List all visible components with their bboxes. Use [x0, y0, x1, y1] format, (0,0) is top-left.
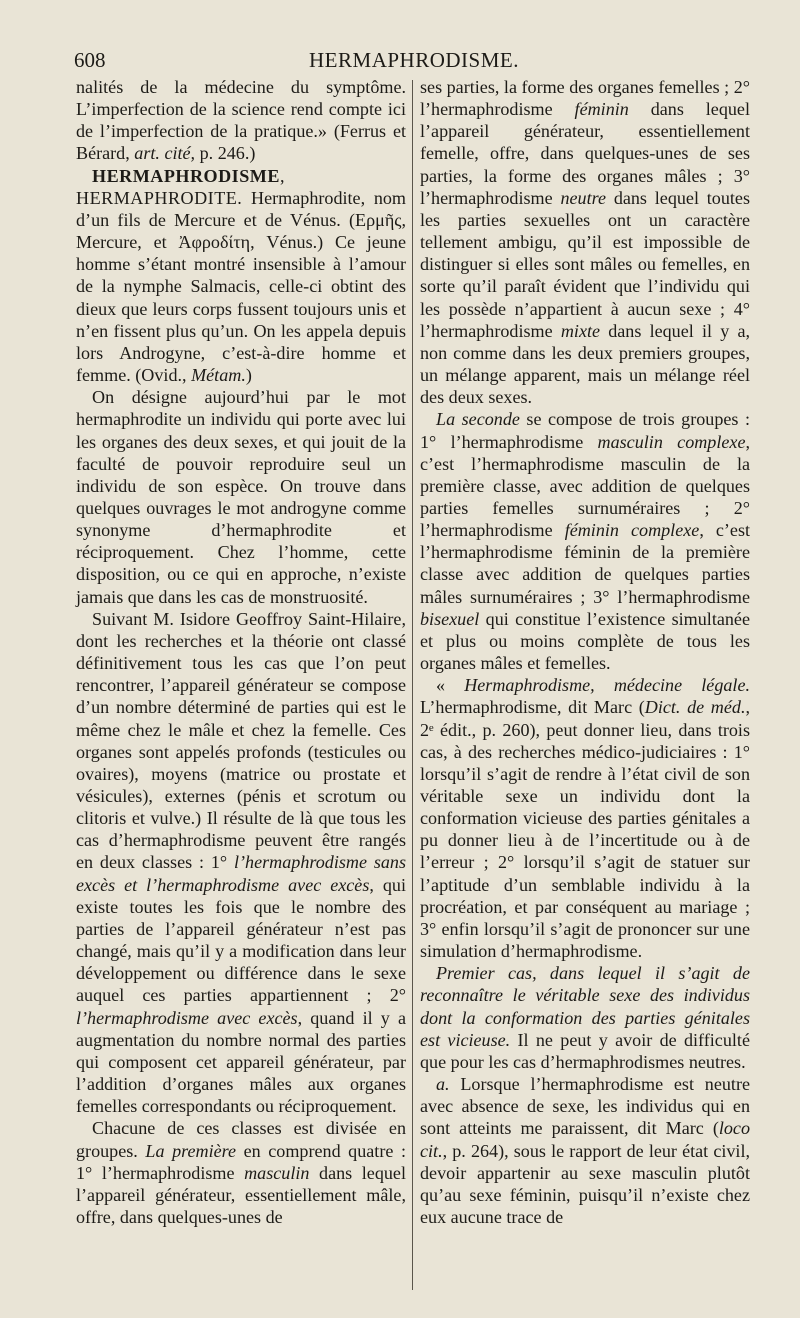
- paragraph: [76, 608, 406, 1118]
- italic-text: mixte: [560, 320, 601, 341]
- text: en comprend quatre : 1° l’hermaphrodisme: [76, 1140, 406, 1183]
- italic-text: art. cité,: [134, 143, 196, 164]
- entry-headword: HERMAPHRODISME: [92, 165, 280, 186]
- left-column: [76, 76, 406, 1228]
- text: dans lequel toutes les parties sexuelles ont un caractère tellement ambigu, qu’il est impossible de distinguer si elles sont mâles ou femelles, en sorte qu’il paraît évident que l’individu qui les possède n’appartient à aucun sexe ; 4° l’hermaphrodisme: [420, 187, 751, 341]
- text: dans lequel l’appareil générateur, essentiellement femelle, offre, dans quelques-unes de ses parties, la forme des organes mâles ; 3° l’hermaphrodisme: [420, 99, 750, 208]
- italic-text: a.: [436, 1074, 450, 1095]
- text: Il ne peut y avoir de difficulté que pour les cas d’hermaphrodismes neutres.: [420, 1029, 750, 1072]
- paragraph: On désigne aujourd’hui par le mot hermaphrodite un individu qui porte avec lui les organes des deux sexes, et qui jouit de la faculté de pouvoir reproduire seul un individu de son espèce. On trouve dans quelques ouvrages le mot androgyne comme synonyme d’hermaphrodite et réciproquement. Chez l’homme, cette disposition, ou ce qui en approche, n’existe jamais que dans les cas de monstruosité.: [76, 387, 406, 607]
- text: dans lequel il y a, non comme dans les deux premiers groupes, un mélange apparent, mais un mélange réel des deux sexes.: [420, 320, 750, 408]
- text: qui constitue l’existence simultanée et plus ou moins complète de tous les organes mâles et femelles.: [420, 608, 750, 674]
- column-divider: [412, 80, 413, 1290]
- text: , qui existe toutes les fois que le nombre des parties de l’appareil générateur n’est pas changé, mais qu’il y a modification dans leur développement ou différence dans le sexe auquel ces parties appartiennent ; 2°: [76, 874, 406, 1006]
- italic-text: masculin: [244, 1162, 310, 1183]
- page-number: 608: [74, 48, 106, 72]
- right-column: [420, 76, 750, 1228]
- paragraph: [420, 674, 750, 962]
- paragraph: [420, 962, 750, 1073]
- text: p. 246.): [195, 143, 256, 164]
- running-header: [74, 44, 754, 74]
- text: Chacune de ces classes est divisée en groupes.: [76, 1118, 406, 1161]
- paragraph: [420, 408, 750, 674]
- paragraph: [420, 76, 750, 408]
- text: se compose de trois groupes : 1° l’hermaphrodisme: [420, 409, 750, 452]
- text: ,: [279, 165, 285, 186]
- italic-text: Dict. de méd.: [644, 697, 746, 718]
- italic-text: féminin: [574, 99, 629, 120]
- text: , c’est l’hermaphrodisme féminin de la première classe avec addition de quelques parties mâles surnuméraires ; 3° l’hermaphrodisme: [420, 520, 751, 607]
- italic-text: l’hermaphrodisme avec excès: [76, 1007, 298, 1028]
- paragraph: [76, 76, 406, 165]
- text: ): [245, 365, 252, 386]
- italic-text: bisexuel: [420, 608, 480, 629]
- italic-text: l’hermaphrodisme sans excès et l’hermaphrodisme avec excès: [76, 852, 407, 895]
- text: Lorsque l’hermaphrodisme est neutre avec absence de sexe, les individus qui en sont atteints me paraissent, dit Marc (: [420, 1074, 750, 1139]
- italic-text: La première: [145, 1140, 237, 1161]
- text: Suivant M. Isidore Geoffroy Saint-Hilaire, dont les recherches et la théorie ont classé définitivement tous les cas que l’on peut rencontrer, l’appareil générateur se compose d’un nombre déterminé de parties qui est le même chez le mâle et chez la femelle. Ces organes sont appelés profonds (testicules ou ovaires), moyens (matrice ou prostate et vésicules), externes (pénis et scrotum ou clitoris et vulve.) Il résulte de là que tous les cas d’hermaphrodisme peuvent être rangés en deux classes : 1°: [76, 608, 406, 873]
- text: dans lequel l’appareil générateur, essentiellement mâle, offre, dans quelques-unes de: [76, 1162, 406, 1227]
- text: , 2ᵉ édit., p. 260), peut donner lieu, dans trois cas, à des recherches médico-judiciaires : 1° lorsqu’il s’agit de rendre à l’état civil de son véritable sexe un individu dont la conformation vicieuse des parties génitales a pu donner lieu à de l’incertitude ou à de l’erreur ; 2° lorsqu’il s’agit de statuer sur l’aptitude d’un semblable individu à la procréation, et par conséquent au mariage ; 3° enfin lorsqu’il s’agit de prononcer sur une simulation d’hermaphrodisme.: [420, 697, 751, 962]
- italic-text: masculin complexe: [597, 431, 746, 452]
- text: nalités de la médecine du symptôme. L’imperfection de la science rend compte ici de l’imperfection de la pratique.» (Ferrus et Bérard,: [76, 77, 406, 164]
- text: ses parties, la forme des organes femelles ; 2° l’hermaphrodisme: [420, 77, 750, 120]
- italic-text: Hermaphrodisme, médecine légale.: [464, 675, 750, 696]
- entry-headword-secondary: HERMAPHRODITE.: [76, 187, 243, 208]
- italic-text: La seconde: [436, 409, 520, 430]
- text: L’hermaphrodisme, dit Marc (: [420, 697, 645, 718]
- italic-text: Métam.: [191, 365, 246, 386]
- text: «: [436, 675, 465, 696]
- italic-text: féminin complexe: [564, 520, 700, 541]
- paragraph: [76, 1117, 406, 1228]
- text: , p. 264), sous le rapport de leur état civil, devoir appartenir au sexe masculin plutôt qu’au sexe féminin, puisqu’il n’existe chez eux aucune trace de: [420, 1140, 750, 1227]
- text: , c’est l’hermaphrodisme masculin de la première classe, avec addition de quelques parties femelles surnuméraires ; 2° l’hermaphrodisme: [420, 431, 751, 541]
- entry-paragraph: [76, 165, 406, 387]
- text: , quand il y a augmentation du nombre normal des parties qui composent cet appareil générateur, par l’addition d’organes mâles aux organes femelles correspondants ou réciproquement.: [76, 1007, 406, 1117]
- italic-text: Premier cas, dans lequel il s’agit de reconnaître le véritable sexe des individus dont la conformation des parties génitales est vicieuse.: [420, 963, 750, 1050]
- italic-text: loco cit.: [420, 1118, 750, 1161]
- italic-text: neutre: [560, 187, 607, 208]
- paragraph: [420, 1073, 750, 1228]
- running-title: HERMAPHRODISME.: [309, 48, 519, 72]
- text: Hermaphrodite, nom d’un fils de Mercure et de Vénus. (Ερμῆς, Mercure, et Ἀφροδίτη, Vénus.) Ce jeune homme s’étant montré insensible à l’amour de la nymphe Salmacis, celle-ci obtint des dieux que leurs corps fussent toujours unis et n’en fissent plus qu’un. On les appela depuis lors Androgyne, c’est-à-dire homme et femme. (Ovid.,: [76, 187, 406, 386]
